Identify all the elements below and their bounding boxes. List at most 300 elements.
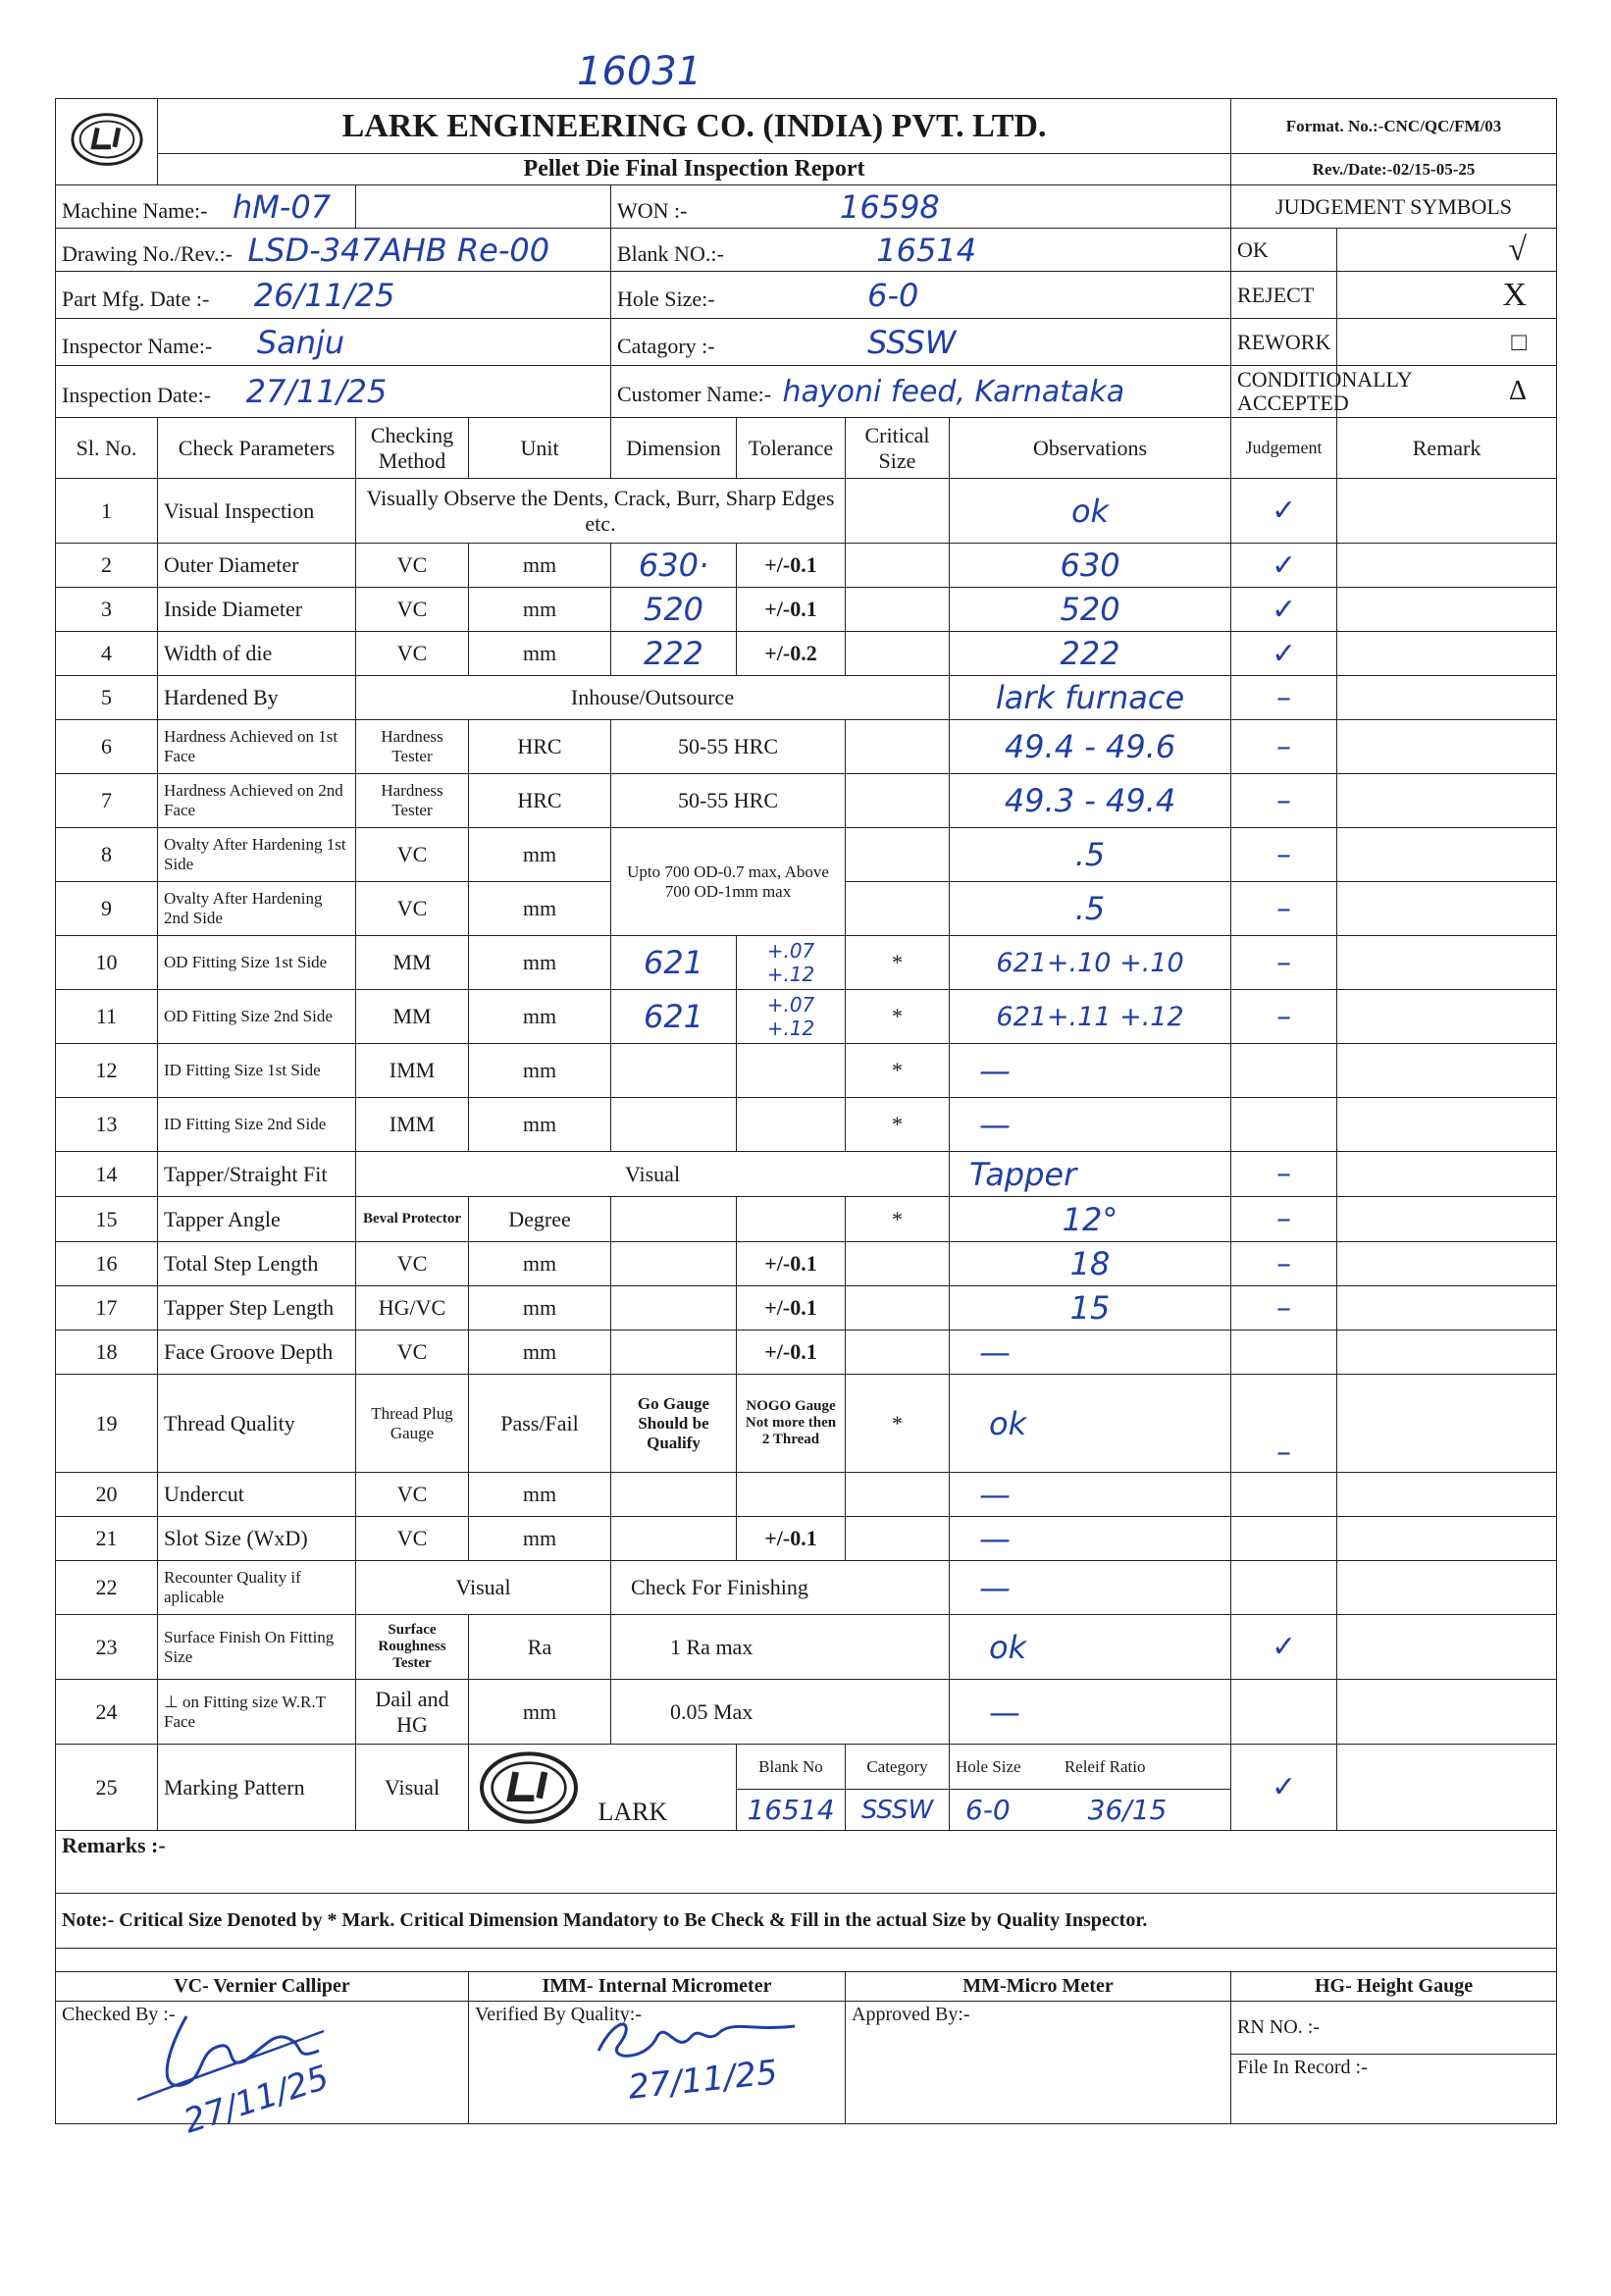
- unit: mm: [469, 828, 611, 882]
- dimension: [611, 1473, 737, 1517]
- sl-no: 2: [56, 544, 158, 588]
- checking-method: Beval Protector: [356, 1197, 469, 1242]
- check-parameter: ID Fitting Size 1st Side: [158, 1044, 356, 1098]
- observation: —: [950, 1517, 1231, 1561]
- judgement: [1231, 1044, 1337, 1098]
- dimension: 621: [611, 936, 737, 990]
- specification: Visually Observe the Dents, Crack, Burr, Sharp Edges etc.: [356, 479, 846, 544]
- critical-size: [846, 1331, 950, 1375]
- specification: 0.05 Max: [611, 1680, 950, 1745]
- table-row: [56, 936, 1557, 990]
- check-parameter: Hardness Achieved on 2nd Face: [158, 774, 356, 828]
- table-row: [56, 1680, 1557, 1745]
- table-row: [56, 1286, 1557, 1331]
- unit: mm: [469, 1044, 611, 1098]
- col-check-parameters: Check Parameters: [158, 418, 356, 479]
- unit: mm: [469, 990, 611, 1044]
- machine-name-value: hM-07: [232, 187, 332, 226]
- critical-size: [846, 720, 950, 774]
- checking-method: IMM: [356, 1044, 469, 1098]
- checking-method: MM: [356, 990, 469, 1044]
- dimension: [611, 1517, 737, 1561]
- table-row: [56, 1473, 1557, 1517]
- rev-date: Rev./Date:-02/15-05-25: [1231, 154, 1557, 185]
- machine-name-label: Machine Name:- hM-07: [56, 185, 356, 229]
- critical-size: [846, 828, 950, 882]
- symbol-rework-label: REWORK: [1231, 319, 1337, 366]
- table-row: [56, 1745, 1557, 1790]
- judgement: [1231, 1098, 1337, 1152]
- marking-hole-value: 6-0: [965, 1794, 1011, 1826]
- hole-size-label: Hole Size:- 6-0: [611, 272, 1231, 319]
- report-title: Pellet Die Final Inspection Report: [158, 154, 1231, 185]
- table-row: [56, 588, 1557, 632]
- sl-no: 13: [56, 1098, 158, 1152]
- sl-no: 18: [56, 1331, 158, 1375]
- table-row: [56, 1561, 1557, 1615]
- remark: [1337, 1242, 1557, 1286]
- table-row: [56, 1197, 1557, 1242]
- unit: mm: [469, 882, 611, 936]
- checking-method: VC: [356, 1331, 469, 1375]
- specification: Visual: [356, 1152, 950, 1197]
- observation: 621+.10 +.10: [950, 936, 1231, 990]
- dimension: [611, 1197, 737, 1242]
- judgement: –: [1231, 828, 1337, 882]
- critical-size: *: [846, 1098, 950, 1152]
- checked-by-signature: [128, 1992, 363, 2149]
- judgement: –: [1231, 1375, 1337, 1473]
- tolerance: +/-0.1: [737, 1286, 846, 1331]
- col-sl-no: Sl. No.: [56, 418, 158, 479]
- checked-by-date: 27/11/25: [179, 2058, 335, 2142]
- judgement: [1231, 1561, 1337, 1615]
- judgement: –: [1231, 882, 1337, 936]
- legend-hg: HG- Height Gauge: [1231, 1972, 1557, 2002]
- remark: [1337, 774, 1557, 828]
- remark: [1337, 1473, 1557, 1517]
- unit: mm: [469, 632, 611, 676]
- sl-no: 14: [56, 1152, 158, 1197]
- critical-size: [846, 882, 950, 936]
- hole-size-value: 6-0: [867, 276, 919, 314]
- checking-method: Surface Roughness Tester: [356, 1615, 469, 1680]
- critical-size: *: [846, 990, 950, 1044]
- dimension: 621: [611, 990, 737, 1044]
- report-table: [55, 98, 1557, 2124]
- remark: [1337, 588, 1557, 632]
- checking-method: VC: [356, 1473, 469, 1517]
- unit: mm: [469, 544, 611, 588]
- checking-method: Hardness Tester: [356, 720, 469, 774]
- col-dimension: Dimension: [611, 418, 737, 479]
- tolerance: +/-0.1: [737, 1517, 846, 1561]
- observation: —: [950, 1561, 1231, 1615]
- legend-imm: IMM- Internal Micrometer: [469, 1972, 846, 2002]
- observation: lark furnace: [950, 676, 1231, 720]
- sl-no: 6: [56, 720, 158, 774]
- spacer-row: [56, 1949, 1557, 1972]
- critical-size: [846, 544, 950, 588]
- remark: [1337, 1331, 1557, 1375]
- remark: [1337, 828, 1557, 882]
- critical-size: *: [846, 1375, 950, 1473]
- table-row: [56, 1044, 1557, 1098]
- checking-method: VC: [356, 828, 469, 882]
- lark-logo-icon: [475, 1748, 583, 1827]
- legend-vc: VC- Vernier Calliper: [56, 1972, 469, 2002]
- judgement: ✓: [1231, 479, 1337, 544]
- tolerance: +/-0.1: [737, 544, 846, 588]
- marking-lark-text: LARK: [598, 1797, 668, 1826]
- unit: HRC: [469, 720, 611, 774]
- judgement-symbols-title: JUDGEMENT SYMBOLS: [1231, 185, 1557, 229]
- critical-size: [846, 774, 950, 828]
- tolerance: [737, 1044, 846, 1098]
- judgement: –: [1231, 720, 1337, 774]
- approved-by-label: Approved By:-: [852, 2004, 970, 2025]
- remark: [1337, 544, 1557, 588]
- specification: Check For Finishing: [611, 1561, 950, 1615]
- specification: Inhouse/Outsource: [356, 676, 950, 720]
- checking-method: MM: [356, 936, 469, 990]
- checking-method: Thread Plug Gauge: [356, 1375, 469, 1473]
- inspector-name-label: Inspector Name:- Sanju: [56, 319, 611, 366]
- remark: [1337, 1680, 1557, 1745]
- observation: 18: [950, 1242, 1231, 1286]
- judgement: –: [1231, 1242, 1337, 1286]
- col-tolerance: Tolerance: [737, 418, 846, 479]
- checked-by-label: Checked By :-: [62, 2004, 176, 2025]
- remark: [1337, 1098, 1557, 1152]
- judgement: –: [1231, 1152, 1337, 1197]
- part-mfg-date-value: 26/11/25: [253, 276, 395, 314]
- unit: mm: [469, 936, 611, 990]
- table-row: [56, 1331, 1557, 1375]
- observation: 12°: [950, 1197, 1231, 1242]
- tolerance: +.07 +.12: [737, 936, 846, 990]
- remark: [1337, 479, 1557, 544]
- checking-method: VC: [356, 1242, 469, 1286]
- checking-method: IMM: [356, 1098, 469, 1152]
- sl-no: 8: [56, 828, 158, 882]
- judgement: –: [1231, 774, 1337, 828]
- observation: 49.4 - 49.6: [950, 720, 1231, 774]
- tolerance: +/-0.2: [737, 632, 846, 676]
- remark: [1337, 1197, 1557, 1242]
- unit: HRC: [469, 774, 611, 828]
- remark: [1337, 1044, 1557, 1098]
- unit: Pass/Fail: [469, 1375, 611, 1473]
- dimension: 630·: [611, 544, 737, 588]
- checking-method: Visual: [356, 1745, 469, 1831]
- dimension: 222: [611, 632, 737, 676]
- marking-hole-header: Hole Size: [956, 1756, 1021, 1776]
- check-parameter: OD Fitting Size 1st Side: [158, 936, 356, 990]
- judgement: ✓: [1231, 544, 1337, 588]
- judgement: [1231, 1473, 1337, 1517]
- tolerance: +/-0.1: [737, 588, 846, 632]
- critical-size: [846, 632, 950, 676]
- judgement: ✓: [1231, 588, 1337, 632]
- observation: .5: [950, 882, 1231, 936]
- table-row: [56, 1152, 1557, 1197]
- table-row: [56, 720, 1557, 774]
- marking-hole-relief-value: [950, 1790, 1231, 1831]
- company-name: LARK ENGINEERING CO. (INDIA) PVT. LTD.: [158, 99, 1231, 154]
- sl-no: 4: [56, 632, 158, 676]
- judgement: –: [1231, 1286, 1337, 1331]
- specification: Upto 700 OD-0.7 max, Above 700 OD-1mm max: [611, 828, 846, 936]
- critical-size: *: [846, 1044, 950, 1098]
- remark: [1337, 720, 1557, 774]
- remark: [1337, 1152, 1557, 1197]
- check-parameter: Ovalty After Hardening 1st Side: [158, 828, 356, 882]
- col-unit: Unit: [469, 418, 611, 479]
- judgement: ✓: [1231, 1745, 1337, 1831]
- sl-no: 22: [56, 1561, 158, 1615]
- check-parameter: ⊥ on Fitting size W.R.T Face: [158, 1680, 356, 1745]
- critical-size: *: [846, 936, 950, 990]
- check-parameter: Total Step Length: [158, 1242, 356, 1286]
- category-label: Catagory :- SSSW: [611, 319, 1231, 366]
- customer-name-value: hayoni feed, Karnataka: [782, 374, 1125, 409]
- critical-size: [846, 479, 950, 544]
- observation: 621+.11 +.12: [950, 990, 1231, 1044]
- inspection-report-form: [55, 98, 1556, 2124]
- tolerance: [737, 1473, 846, 1517]
- table-row: [56, 828, 1557, 882]
- symbol-rework: □: [1337, 319, 1557, 366]
- observation: ok: [950, 1615, 1231, 1680]
- marking-relief-value: 36/15: [1087, 1794, 1168, 1826]
- inspection-date-value: 27/11/25: [245, 373, 388, 410]
- critical-size: [846, 1286, 950, 1331]
- judgement: –: [1231, 936, 1337, 990]
- critical-note: Note:- Critical Size Denoted by * Mark. Critical Dimension Mandatory to Be Check & Fill in the actual Size by Quality Inspector.: [56, 1894, 1557, 1949]
- sl-no: 3: [56, 588, 158, 632]
- machine-name-extra: [356, 185, 611, 229]
- marking-blank-value: 16514: [737, 1790, 846, 1831]
- checking-method: VC: [356, 882, 469, 936]
- remark: [1337, 1561, 1557, 1615]
- legend-mm: MM-Micro Meter: [846, 1972, 1231, 2002]
- checking-method: VC: [356, 544, 469, 588]
- observation: 15: [950, 1286, 1231, 1331]
- table-row: [56, 1098, 1557, 1152]
- sl-no: 20: [56, 1473, 158, 1517]
- judgement: [1231, 1331, 1337, 1375]
- remark: [1337, 632, 1557, 676]
- check-parameter: Visual Inspection: [158, 479, 356, 544]
- marking-pattern-cell: [469, 1745, 737, 1831]
- observation: 222: [950, 632, 1231, 676]
- check-parameter: Marking Pattern: [158, 1745, 356, 1831]
- checking-method: VC: [356, 1517, 469, 1561]
- marking-category-value: SSSW: [846, 1790, 950, 1831]
- col-observations: Observations: [950, 418, 1231, 479]
- checking-method: HG/VC: [356, 1286, 469, 1331]
- unit: Degree: [469, 1197, 611, 1242]
- judgement: [1231, 1680, 1337, 1745]
- table-row: [56, 1242, 1557, 1286]
- blank-no-label: Blank NO.:- 16514: [611, 229, 1231, 272]
- check-parameter: Slot Size (WxD): [158, 1517, 356, 1561]
- blank-no-value: 16514: [876, 231, 977, 269]
- verified-by-label: Verified By Quality:-: [475, 2004, 642, 2025]
- check-parameter: Hardness Achieved on 1st Face: [158, 720, 356, 774]
- format-number: Format. No.:-CNC/QC/FM/03: [1231, 99, 1557, 154]
- judgement: –: [1231, 990, 1337, 1044]
- part-mfg-date-label: Part Mfg. Date :- 26/11/25: [56, 272, 611, 319]
- checking-method: Dail and HG: [356, 1680, 469, 1745]
- unit: mm: [469, 1242, 611, 1286]
- remark: [1337, 1745, 1557, 1831]
- check-parameter: Thread Quality: [158, 1375, 356, 1473]
- sl-no: 9: [56, 882, 158, 936]
- sl-no: 16: [56, 1242, 158, 1286]
- check-parameter: Tapper Angle: [158, 1197, 356, 1242]
- symbol-reject-label: REJECT: [1231, 272, 1337, 319]
- marking-hole-relief-header: [950, 1745, 1231, 1790]
- unit: Ra: [469, 1615, 611, 1680]
- critical-size: [846, 1473, 950, 1517]
- critical-size: *: [846, 1197, 950, 1242]
- critical-size: [846, 588, 950, 632]
- observation: 520: [950, 588, 1231, 632]
- unit: mm: [469, 588, 611, 632]
- drawing-no-value: LSD-347AHB Re-00: [247, 231, 550, 269]
- dimension: [611, 1242, 737, 1286]
- check-parameter: Recounter Quality if aplicable: [158, 1561, 356, 1615]
- judgement: –: [1231, 676, 1337, 720]
- col-judgement: Judgement: [1231, 418, 1337, 479]
- col-critical-size: Critical Size: [846, 418, 950, 479]
- dimension: [611, 1286, 737, 1331]
- judgement: ✓: [1231, 1615, 1337, 1680]
- sl-no: 24: [56, 1680, 158, 1745]
- observation: 630: [950, 544, 1231, 588]
- rn-no: RN NO. :-: [1231, 2002, 1557, 2055]
- observation: —: [950, 1331, 1231, 1375]
- specification: 50-55 HRC: [611, 774, 846, 828]
- symbol-ok: √: [1337, 229, 1557, 272]
- check-parameter: Tapper/Straight Fit: [158, 1152, 356, 1197]
- remark: [1337, 1517, 1557, 1561]
- tolerance: +/-0.1: [737, 1331, 846, 1375]
- check-parameter: Width of die: [158, 632, 356, 676]
- sl-no: 1: [56, 479, 158, 544]
- check-parameter: Face Groove Depth: [158, 1331, 356, 1375]
- observation: ok: [950, 1375, 1231, 1473]
- dimension: [611, 1331, 737, 1375]
- remark: [1337, 1375, 1557, 1473]
- inspector-name-value: Sanju: [256, 323, 345, 361]
- table-row: [56, 774, 1557, 828]
- sl-no: 19: [56, 1375, 158, 1473]
- table-row: [56, 1375, 1557, 1473]
- remark: [1337, 1615, 1557, 1680]
- table-row: [56, 479, 1557, 544]
- unit: mm: [469, 1286, 611, 1331]
- judgement: –: [1231, 1197, 1337, 1242]
- check-parameter: ID Fitting Size 2nd Side: [158, 1098, 356, 1152]
- table-row: [56, 544, 1557, 588]
- marking-category-header: Category: [846, 1745, 950, 1790]
- symbol-conditional: Δ: [1337, 366, 1557, 418]
- dimension: [611, 1044, 737, 1098]
- symbol-ok-label: OK: [1231, 229, 1337, 272]
- inspection-date-label: Inspection Date:- 27/11/25: [56, 366, 611, 418]
- check-parameter: Tapper Step Length: [158, 1286, 356, 1331]
- table-row: [56, 990, 1557, 1044]
- sl-no: 10: [56, 936, 158, 990]
- sl-no: 11: [56, 990, 158, 1044]
- check-parameter: Ovalty After Hardening 2nd Side: [158, 882, 356, 936]
- unit: mm: [469, 1473, 611, 1517]
- judgement: ✓: [1231, 632, 1337, 676]
- lark-logo-icon: [69, 110, 145, 169]
- file-in-record: File In Record :-: [1231, 2054, 1557, 2123]
- col-remark: Remark: [1337, 418, 1557, 479]
- table-row: [56, 1615, 1557, 1680]
- table-row: [56, 676, 1557, 720]
- checking-method: VC: [356, 632, 469, 676]
- dimension: Go Gauge Should be Qualify: [611, 1375, 737, 1473]
- col-checking-method: Checking Method: [356, 418, 469, 479]
- sl-no: 12: [56, 1044, 158, 1098]
- check-parameter: Undercut: [158, 1473, 356, 1517]
- specification: 50-55 HRC: [611, 720, 846, 774]
- observation: Tapper: [950, 1152, 1231, 1197]
- check-parameter: Surface Finish On Fitting Size: [158, 1615, 356, 1680]
- check-parameter: Inside Diameter: [158, 588, 356, 632]
- observation: —: [950, 1473, 1231, 1517]
- category-value: SSSW: [867, 323, 957, 361]
- dimension: 520: [611, 588, 737, 632]
- check-parameter: OD Fitting Size 2nd Side: [158, 990, 356, 1044]
- company-logo: [56, 99, 158, 185]
- verified-by-date: 27/11/25: [626, 2053, 780, 2108]
- symbol-reject: X: [1337, 272, 1557, 319]
- approved-by: [846, 2002, 1231, 2124]
- unit: mm: [469, 1331, 611, 1375]
- top-handwritten-number: 16031: [577, 49, 702, 94]
- unit: mm: [469, 1680, 611, 1745]
- observation: —: [950, 1098, 1231, 1152]
- marking-blank-header: Blank No: [737, 1745, 846, 1790]
- observation: —: [950, 1680, 1231, 1745]
- table-row: [56, 1517, 1557, 1561]
- checking-method: VC: [356, 588, 469, 632]
- remark: [1337, 990, 1557, 1044]
- sl-no: 15: [56, 1197, 158, 1242]
- tolerance: +.07 +.12: [737, 990, 846, 1044]
- sl-no: 21: [56, 1517, 158, 1561]
- remark: [1337, 676, 1557, 720]
- checking-method: Visual: [356, 1561, 611, 1615]
- check-parameter: Hardened By: [158, 676, 356, 720]
- observation: 49.3 - 49.4: [950, 774, 1231, 828]
- sl-no: 23: [56, 1615, 158, 1680]
- remark: [1337, 882, 1557, 936]
- drawing-no-label: Drawing No./Rev.:- LSD-347AHB Re-00: [56, 229, 611, 272]
- checking-method: Hardness Tester: [356, 774, 469, 828]
- judgement: [1231, 1517, 1337, 1561]
- sl-no: 7: [56, 774, 158, 828]
- marking-relief-header: Releif Ratio: [1064, 1756, 1146, 1776]
- check-parameter: Outer Diameter: [158, 544, 356, 588]
